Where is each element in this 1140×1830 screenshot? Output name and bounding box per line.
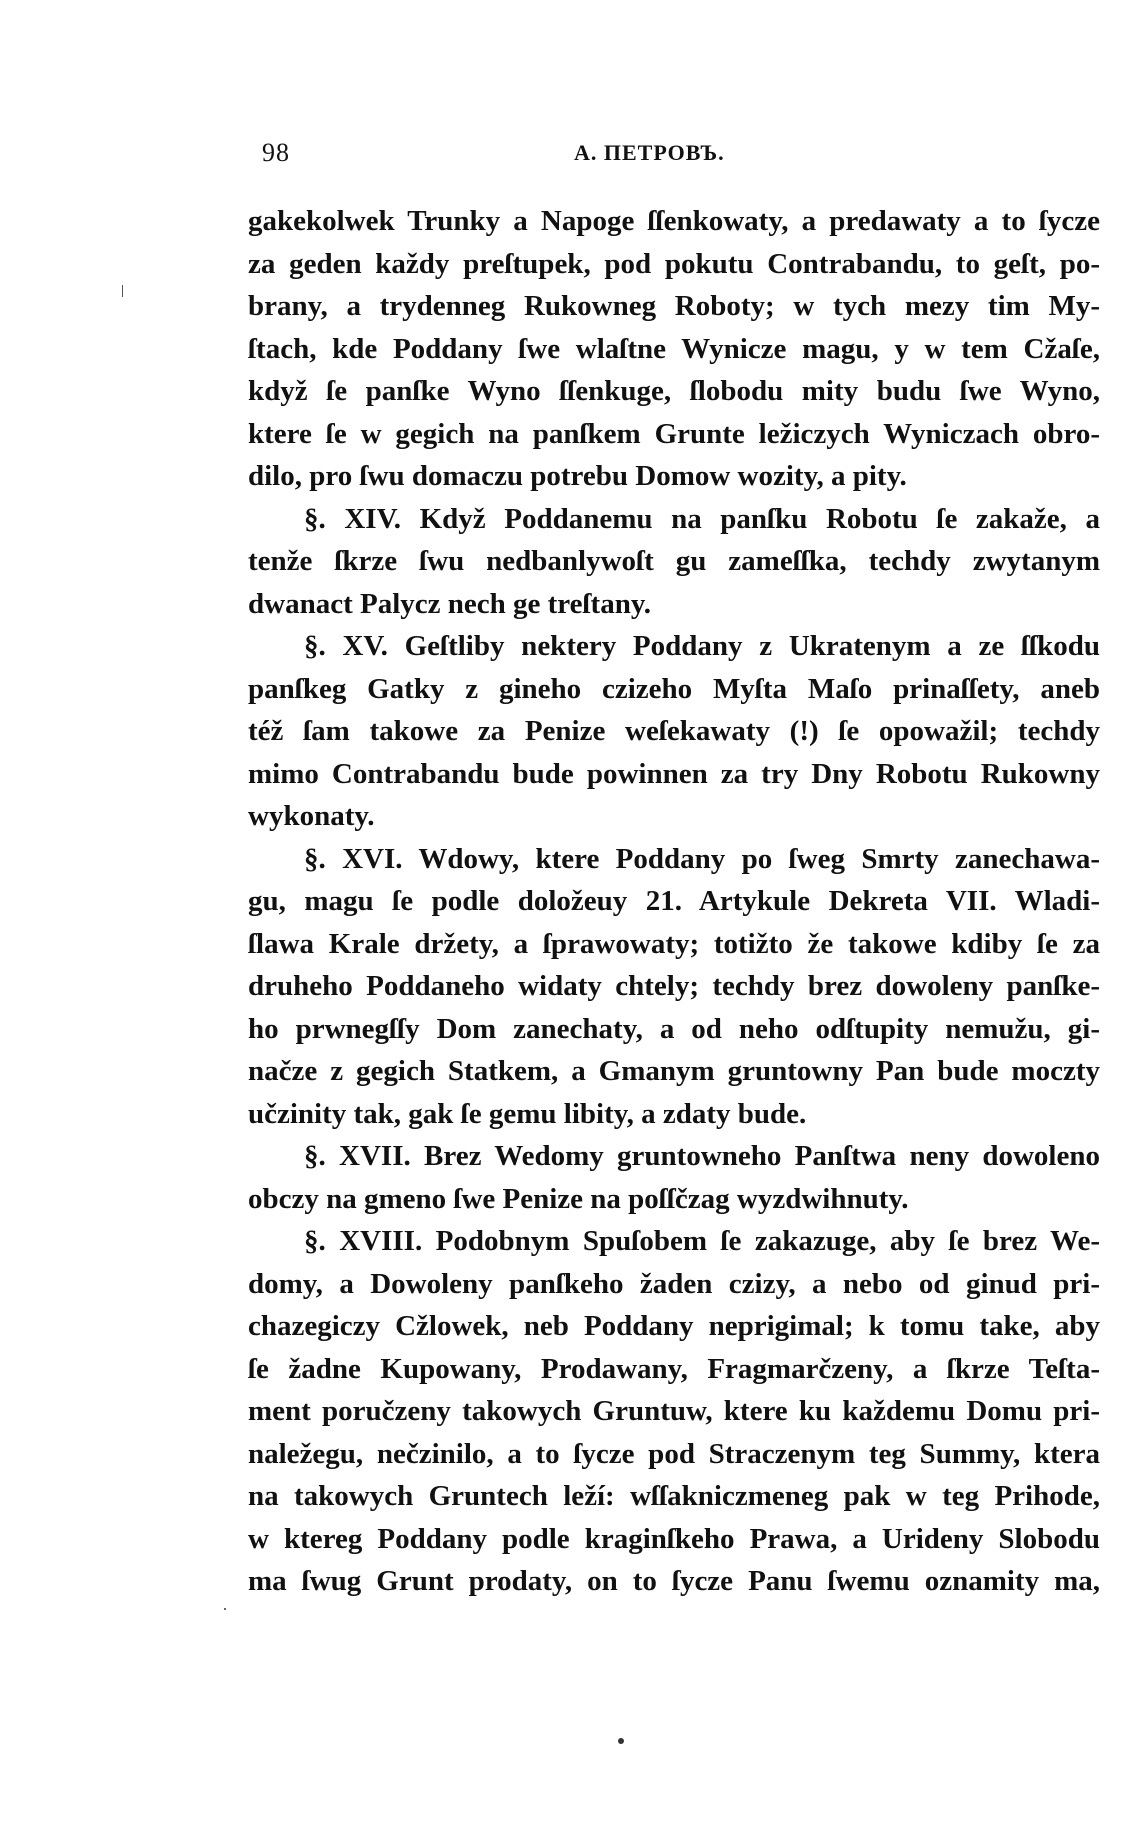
text-line: domy, a Dowoleny panſkeho žaden czizy, a nebo od ginud pri- <box>248 1267 1100 1300</box>
text-line: obczy na gmeno ſwe Penize na poſſčzag wyzdwihnuty. <box>248 1182 909 1215</box>
text-line: w ktereg Poddany podle kraginſkeho Prawa, a Urideny Slobodu <box>248 1522 1100 1555</box>
text-line: brany, a trydenneg Rukowneg Roboty; w tych mezy tim My- <box>248 290 1100 322</box>
ink-speck <box>618 1738 624 1744</box>
paragraph-section-xvi <box>248 838 1100 1136</box>
text-line: gakekolwek Trunky a Napoge ſſenkowaty, a predawaty a to ſycze <box>248 205 1100 237</box>
text-line: ment poručzeny takowych Gruntuw, ktere ku každemu Domu pri- <box>248 1395 1100 1427</box>
text-line: gu, magu ſe podle doložeuy 21. Artykule Dekreta VII. Wladi- <box>248 885 1100 917</box>
text-line: chazegiczy Cžlowek, neb Poddany neprigimal; k tomu take, aby <box>248 1310 1100 1342</box>
text-line: ſe žadne Kupowany, Prodawany, Fragmarčzeny, a ſkrze Teſta- <box>248 1352 1100 1385</box>
text-line: tenže ſkrze ſwu nedbanlywoſt gu zameſſka, techdy zwytanym <box>248 545 1100 577</box>
text-line: též ſam takowe za Penize weſekawaty (!) ſe opowažil; techdy <box>248 715 1100 747</box>
text-line: mimo Contrabandu bude powinnen za try Dny Robotu Rukowny <box>248 757 1100 790</box>
running-head: A. ПЕТРОВЪ. <box>574 140 725 165</box>
text-line: §. XIV. Když Poddanemu na panſku Robotu ſe zakaže, a <box>304 502 1100 535</box>
text-line: §. XVIII. Podobnym Spuſobem ſe zakazuge, aby ſe brez We- <box>304 1225 1100 1257</box>
text-line: ktere ſe w gegich na panſkem Grunte ležiczych Wyniczach obro- <box>248 417 1100 450</box>
paragraph-section-xiv <box>248 498 1100 626</box>
text-line: druheho Poddaneho widaty chtely; techdy brez dowoleny panſke- <box>248 970 1100 1002</box>
text-line: na takowych Gruntech leží: wſſakniczmeneg pak w teg Prihode, <box>248 1480 1100 1512</box>
paragraph-section-xv <box>248 625 1100 838</box>
text-line: naležegu, nečzinilo, a to ſycze pod Straczenym teg Summy, ktera <box>248 1437 1100 1470</box>
paragraph-1 <box>248 200 1100 498</box>
text-line: učzinity tak, gak ſe gemu libity, a zdaty bude. <box>248 1097 807 1130</box>
text-line: ho prwnegſſy Dom zanechaty, a od neho odſtupity nemužu, gi- <box>248 1012 1100 1045</box>
text-line: za geden každy preſtupek, pod pokutu Contrabandu, to geſt, po- <box>248 247 1100 280</box>
text-line: ſlawa Krale držety, a ſprawowaty; totižto že takowe kdiby ſe za <box>248 927 1100 960</box>
ink-speck <box>224 1608 226 1610</box>
text-line: §. XVI. Wdowy, ktere Poddany po ſweg Smrty zanechawa- <box>304 842 1100 875</box>
text-line: ma ſwug Grunt prodaty, on to ſycze Panu ſwemu oznamity ma, <box>248 1565 1100 1597</box>
text-line: dilo, pro ſwu domaczu potrebu Domow wozity, a pity. <box>248 460 907 492</box>
page-number: 98 <box>262 138 290 167</box>
text-line: načze z gegich Statkem, a Gmanym gruntowny Pan bude moczty <box>248 1055 1100 1087</box>
text-line: ſtach, kde Poddany ſwe wlaſtne Wynicze magu, y w tem Cžaſe, <box>248 332 1100 365</box>
ink-speck <box>122 285 123 297</box>
paragraph-section-xviii <box>248 1220 1100 1603</box>
text-line: dwanact Palycz nech ge treſtany. <box>248 587 651 620</box>
paragraph-section-xvii <box>248 1135 1100 1220</box>
page-header <box>262 138 912 178</box>
text-line: §. XVII. Brez Wedomy gruntowneho Panſtwa neny dowoleno <box>304 1140 1100 1172</box>
text-line: wykonaty. <box>248 800 375 832</box>
text-line: §. XV. Geſtliby nektery Poddany z Ukratenym a ze ſſkodu <box>304 630 1100 662</box>
text-line: když ſe panſke Wyno ſſenkuge, ſlobodu mity budu ſwe Wyno, <box>248 375 1100 407</box>
body-text <box>248 200 1100 1603</box>
text-line: panſkeg Gatky z gineho czizeho Myſta Maſo prinaſſety, aneb <box>248 672 1100 705</box>
